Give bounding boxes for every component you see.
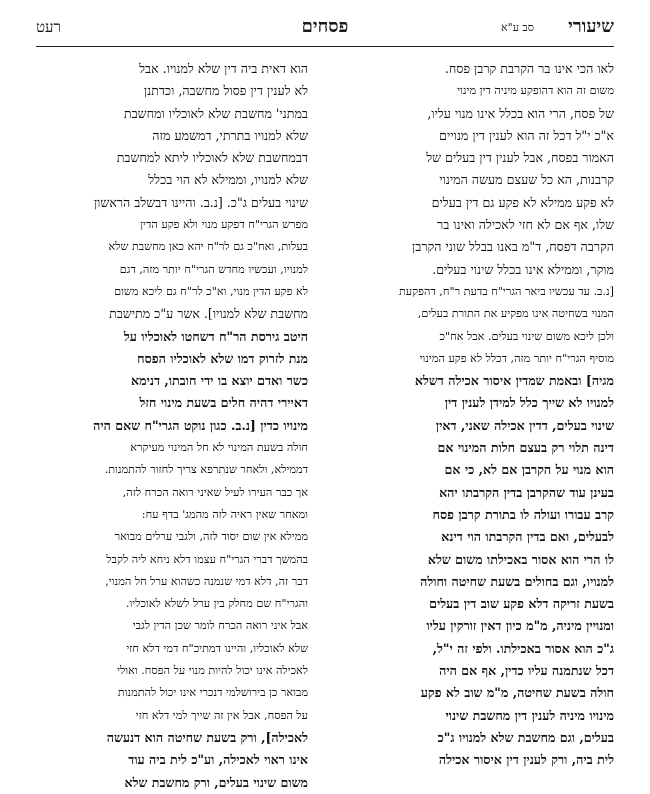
text-line: קרב עבורו ועולה לו בתורת קרבן פסח [432, 506, 614, 522]
text-line: ממילא אין שום יסוד לזה, ולגבי ערלים מבואר [114, 530, 308, 544]
text-line: שלו, אף אם לא חזי לאכילה ואינו בר [437, 217, 614, 233]
text-line: דבר זה, דלא דמי שנמנה כשהוא ערל חל המנוי, [105, 574, 308, 588]
text-line: והגרי"ח שם מחלק בין ערל לשלא לאוכליו. [125, 597, 308, 611]
text-line: דממילא, ולאחר שנתרפא צריך לחזור להתמנות. [104, 463, 308, 477]
text-line: לא לענין דין פסול מחשבה, וכדתנן [143, 83, 308, 99]
text-line: דינה תלוי רק בעצם חלות המינוי אם [437, 440, 614, 456]
text-line: לא פקע הדין מנוי, וא"כ לר"ח גם ליכא משום [114, 284, 308, 298]
text-line: חולה בשעת המינוי לא חל המינוי מעיקרא [130, 441, 308, 455]
text-line: ומאחר שאין ראיה לזה מהמג' בדף עח: [141, 507, 308, 521]
text-line: מוסיף הגרי"ח יותר מזה, דכלל לא פקע המינוי [419, 351, 614, 365]
text-line: חולה בשעת שחיטה, מ"מ שוב לא פקע [420, 685, 614, 701]
book-title: שיעורי [568, 16, 614, 37]
text-line: שינוי בעלים, דדין אכילה שאני, דאין [435, 417, 614, 433]
text-line: ג"כ הוא אסור באכילתו. ולפי זה י"ל, [432, 640, 614, 656]
text-line: אינו ראוי לאכילה, וע"כ לית ביה עוד [128, 752, 308, 768]
text-line: שלא לאוכליו, והיינו דמתיכ"ח דמי דלא חזי [126, 641, 308, 655]
text-line: אבל איני רואה הכרח לומר שכן הדין לגבי [132, 619, 308, 633]
text-line: מגיה] ובאמת שמדין איסור אכילה דשלא [414, 373, 614, 389]
text-line: מנת לזרוק דמו שלא לאוכליו הפסח [137, 350, 308, 366]
text-line: ומנויין מיניה, מ"מ כיון דאין זורקין עליו [426, 618, 614, 634]
text-line: למנויו, וגם בחולים בשעת שחיטה וחולה [420, 573, 614, 589]
text-line: היטב גירסת הר"ח דשחטו לאוכליו על [123, 328, 308, 344]
text-line: מבואר כן בירושלמי דנכרי אינו יכול להתמנות [117, 686, 308, 700]
text-line: שלא למנויו, וממילא לא הוי בכלל [148, 172, 308, 188]
text-column-left [36, 58, 308, 790]
text-line: דאיירי דהיה חלים בשעת מינוי חזל [139, 395, 308, 411]
text-line: שלא למנויו בתרתי, דמשמע מזה [152, 127, 308, 143]
text-line: משום שינוי בעלים, ורק מחשבת שלא [124, 774, 308, 790]
tractate-title: פסחים [301, 16, 349, 37]
text-line: כשר ואדם יוצא בו ידי חובתו, דנימא [131, 373, 308, 389]
running-header [36, 12, 614, 46]
text-line: המנוי בשחיטה אינו מפקיע את התורת בעלים, [417, 307, 614, 321]
text-line: בשעת זריקה דלא פקע שוב דין בעלים [429, 596, 614, 612]
text-line: לאכילה אינו יכול להיות מנוי על הפסח. ואולי [117, 664, 308, 678]
text-line: של פסח, הרי הוא בכלל אינו מנוי עליו, [427, 105, 614, 121]
text-line: ולכן ליכא משום שינוי בעלים. אבל אח"כ [439, 329, 614, 343]
text-line: קרבנות, הא כל שעצם מעשה המינוי [439, 172, 614, 188]
text-line: לית ביה, ורק לענין דין איסור אכילה [438, 752, 614, 768]
text-line: הוא מנוי על הקרבן אם לא, כי אם [444, 462, 614, 478]
header-rule [36, 46, 614, 47]
text-line: לבעלים, ואם בדין הקרבתו הוי דינא [441, 529, 614, 545]
text-line: למנויו, ועכשיו מחדש הגרי"ח יותר מזה, דגם [119, 262, 308, 276]
text-line: האמור בפסח, אבל לענין דין בעלים של [426, 150, 614, 166]
text-line: בהמשך דברי הגרי"ח עצמו דלא ניחא ליה לקבל [106, 552, 308, 566]
text-line: משום זה הוא דהופקע מיניה דין מינוי [457, 84, 614, 98]
text-line: אך כבר העירו לעיל שאיני רואה הכרח לזה, [122, 485, 308, 499]
text-line: הוא דאית ביה דין שלא למנויו. אבל [139, 61, 308, 76]
text-line: לאו הכי אינו בר הקרבת קרבן פסח. [444, 61, 614, 76]
text-line: בעלות, ואח"כ גם לר"ח יהא כאן מחשבת שלא [108, 240, 308, 254]
text-line: במתני' מחשבת שלא לאוכליו ומחשבת [123, 105, 308, 121]
text-line: לא פקע ממילא לא פקע גם דין בעלים [431, 194, 614, 210]
text-line: על הפסח, אבל אין זה שייך למי דלא חזי [135, 708, 308, 722]
text-line: לו הרי הוא אסור באכילתו משום שלא [427, 551, 614, 567]
text-column-right [342, 58, 614, 768]
text-line: מפרש הגרי"ח דפקע מנוי ולא פקע הדין [140, 218, 308, 232]
text-line: למנויו לא שייך כלל למידן לענין דין [444, 395, 614, 411]
daf-reference: סב ע"א [501, 21, 534, 34]
text-line: בעינן עוד שהקרבן בדין הקרבתו יהא [439, 484, 614, 500]
text-line: בעלים, וגם מחשבת שלא למנויו ג"כ [437, 729, 614, 745]
text-line: דכל שנתמנה עליו כדין, אף אם היה [439, 663, 614, 679]
text-line: א"כ י"ל דכל זה הוא לענין דין מנויים [439, 127, 614, 143]
text-line: מינויו כדין [נ.ב. כגון נוקט הגרי"ח שאם היה [93, 417, 308, 433]
text-line: מוקר, וממילא אינו בכלל שינוי בעלים. [432, 261, 614, 277]
text-line: דבמחשבת שלא לאוכליו ליתא למחשבת [116, 150, 308, 166]
text-line: [נ.ב. עד עכשיו ביאר הגרי"ח בדעת ר"ח, דהפקעת [398, 284, 614, 298]
text-line: הקרבה דפסח, ד"מ באנו בבלל שוני הקרבן [412, 239, 614, 255]
text-line: מינויו מיניה לענין דין מחשבת שינוי [445, 707, 614, 723]
text-line: מחשבת שלא למנויו]. אשר ע"כ מתישבת [109, 306, 308, 322]
page-number: רעט [36, 18, 61, 36]
text-line: שינוי בעלים ג"כ. [נ.ב. והיינו דבשלב הראשון [93, 194, 308, 210]
text-line: לאכילה], ורק בשעת שחיטה הוא דנעשה [106, 729, 308, 745]
